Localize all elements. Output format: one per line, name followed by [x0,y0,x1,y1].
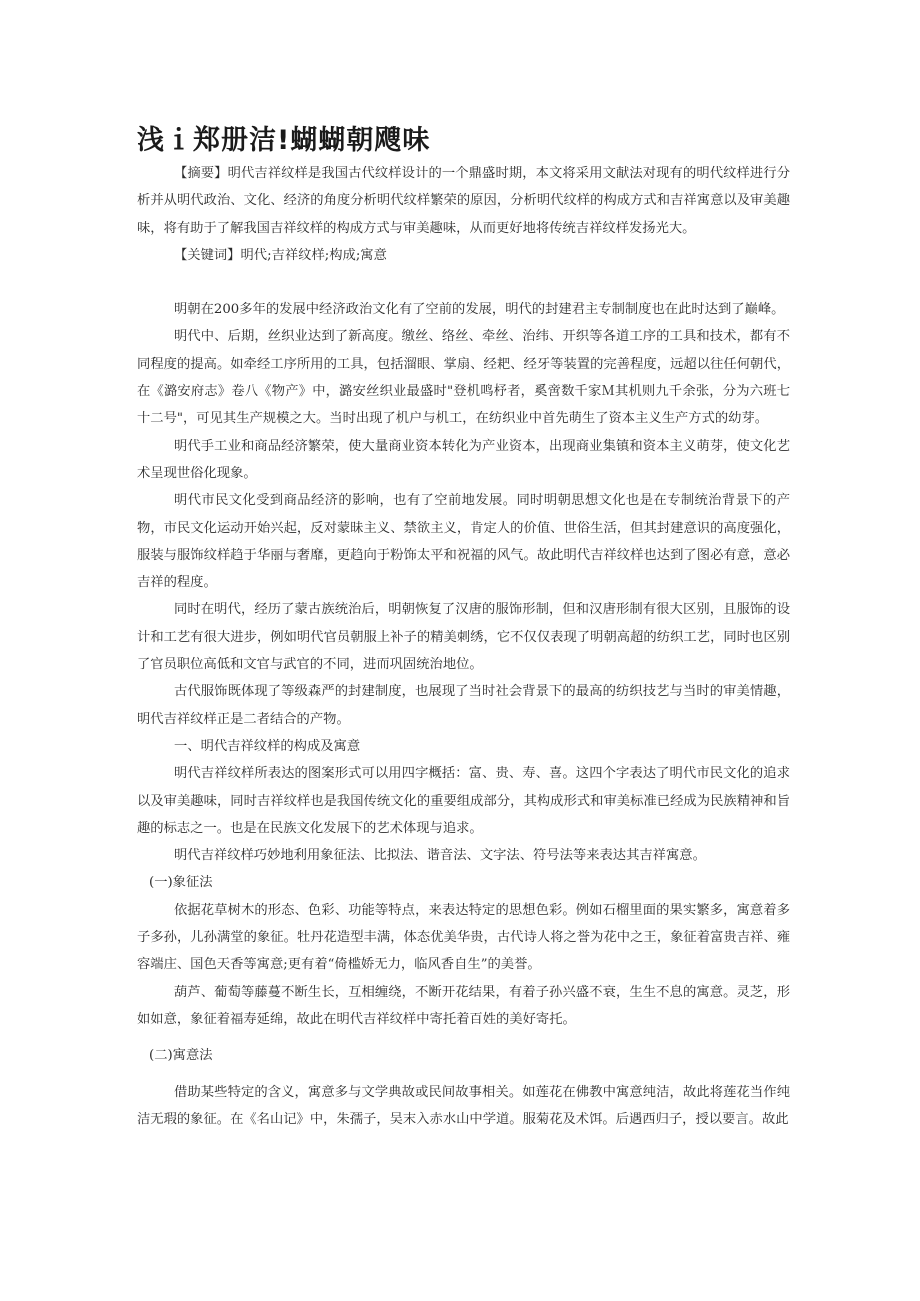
body-paragraph: 古代服饰既体现了等级森严的封建制度，也展现了当时社会背景下的最高的纺织技艺与当时的审美情趣，明代吉祥纹样正是二者结合的产物。 [137,684,790,727]
section-heading: 一、明代吉祥纹样的构成及寓意 [174,738,361,754]
subsection-heading: (二)寓意法 [149,1048,213,1064]
body-paragraph: 明代手工业和商品经济繁荣，使大量商业资本转化为产业资本，出现商业集镇和资本主义萌芽，使文化艺术呈现世俗化现象。 [137,438,790,481]
abstract-paragraph: 【摘要】明代吉祥纹样是我国古代纹样设计的一个鼎盛时期，本文将采用文献法对现有的明代纹样进行分析并从明代政治、文化、经济的角度分析明代纹样繁荣的原因，分析明代纹样的构成方式和吉祥寓意以及审美趣味，将有助于了解我国吉祥纹样的构成方式与审美趣味，从而更好地将传统吉祥纹样发扬光大。 [137,166,790,236]
keywords-line: 【关键词】明代;吉祥纹样;构成;寓意 [174,247,387,263]
body-paragraph: 同时在明代，经历了蒙古族统治后，明朝恢复了汉唐的服饰形制，但和汉唐形制有很大区别，且服饰的设计和工艺有很大进步，例如明代官员朝服上补子的精美刺绣，它不仅仅表现了明朝高超的纺织工艺，同时也区别了官员职位高低和文官与武官的不同，进而巩固统治地位。 [137,602,790,673]
body-paragraph: 葫芦、葡萄等藤蔓不断生长，互相缠绕，不断开花结果，有着子孙兴盛不衰，生生不息的寓意。灵芝，形如如意，象征着福寿延绵，故此在明代吉祥纹样中寄托着百姓的美好寄托。 [137,984,790,1027]
subsection-heading: (一)象征法 [149,875,213,891]
article-body [137,160,790,1133]
body-paragraph: 明代市民文化受到商品经济的影响，也有了空前地发展。同时明朝思想文化也是在专制统治背景下的产物，市民文化运动开始兴起，反对蒙昧主义、禁欲主义，肯定人的价值、世俗生活，但其封建意识的高度强化，服装与服饰纹样趋于华丽与奢靡，更趋向于粉饰太平和祝福的风气。故此明代吉祥纹样也达到了图必有意，意必吉祥的程度。 [137,493,790,591]
body-paragraph: 明代吉祥纹样巧妙地利用象征法、比拟法、谐音法、文字法、符号法等来表达其吉祥寓意。 [174,848,706,864]
body-paragraph: 借助某些特定的含义，寓意多与文学典故或民间故事相关。如莲花在佛教中寓意纯洁，故此将莲花当作纯洁无瑕的象征。在《名山记》中，朱孺子，吴末入赤水山中学道。服菊花及术饵。后遇西归子，授以要言。故此 [137,1084,790,1127]
body-paragraph: 明代吉祥纹样所表达的图案形式可以用四字概括：富、贵、寿、喜。这四个字表达了明代市民文化的追求以及审美趣味，同时吉祥纹样也是我国传统文化的重要组成部分，其构成形式和审美标准已经成为民族精神和旨趣的标志之一。也是在民族文化发展下的艺术体现与追求。 [137,766,790,836]
article-title: 浅ｉ郑册洁!蝴蝴朝飕味 [137,125,431,156]
body-paragraph: 明朝在200多年的发展中经济政治文化有了空前的发展，明代的封建君主专制制度也在此时达到了巅峰。 [174,302,785,318]
body-paragraph: 明代中、后期，丝织业达到了新高度。缴丝、络丝、牵丝、治纬、开织等各道工序的工具和技术，都有不同程度的提高。如牵经工序所用的工具，包括溜眼、掌扇、经耙、经牙等装置的完善程度，远超以往任何朝代，在《潞安府志》卷八《物产》中，潞安丝织业最盛时"登机鸣杼者，奚啻数千家Ｍ其机则九千余张，分为六班七十二号"，可见其生产规模之大。当时出现了机户与机工，在纺织业中首先萌生了资本主义生产方式的幼芽。 [137,329,790,427]
body-paragraph: 依据花草树木的形态、色彩、功能等特点，来表达特定的思想色彩。例如石榴里面的果实繁多，寓意着多子多孙，儿孙满堂的象征。牡丹花造型丰满，体态优美华贵，古代诗人将之誉为花中之王，象征着富贵吉祥、雍容端庄、国色天香等寓意;更有着“倚槛娇无力，临风香自生”的美誉。 [137,902,790,973]
